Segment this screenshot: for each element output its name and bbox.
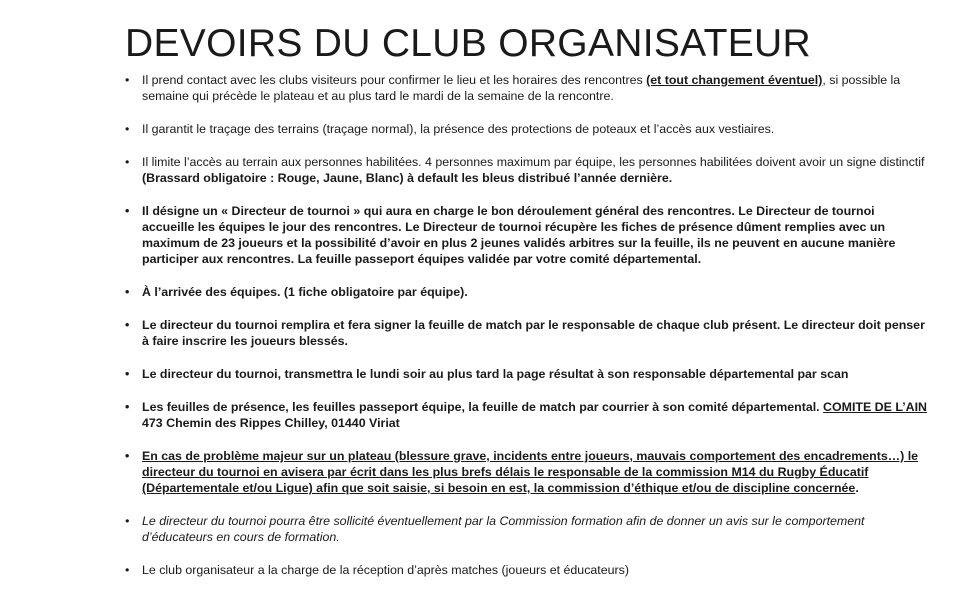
bullet-text: À l’arrivée des équipes. (1 fiche obligatoire par équipe). bbox=[142, 285, 468, 299]
bullet-arrivee-equipes bbox=[125, 284, 930, 300]
bullet-underlined-text: COMITE DE L’AIN bbox=[823, 400, 927, 414]
bullet-address: 473 Chemin des Rippes Chilley, 01440 Viriat bbox=[142, 416, 400, 430]
bullet-feuille-match bbox=[125, 317, 930, 349]
bullet-directeur-tournoi bbox=[125, 203, 930, 267]
bullet-tracage bbox=[125, 121, 930, 137]
bullet-text-end: , si possible la semaine qui précède le plateau et au plus tard le mardi de la semaine de la rencontre. bbox=[142, 73, 901, 103]
bullet-text: Le directeur du tournoi, transmettra le lundi soir au plus tard la page résultat à son responsable départemental par scan bbox=[142, 367, 849, 381]
bullet-underlined-text: En cas de problème majeur sur un plateau (blessure grave, incidents entre joueurs, mauvais comportement des encadrements…) le directeur du tournoi en avisera par écrit dans les plus brefs délais le responsable de la commission M14 du Rugby Éducatif (Départementale et/ou Ligue) afin que soit saisie, si besoin en est, la commission d’éthique et/ou de discipline concernée bbox=[142, 449, 919, 495]
bullet-resultat-scan bbox=[125, 366, 930, 382]
bullet-text: Il désigne un « Directeur de tournoi » qui aura en charge le bon déroulement général des rencontres. Le Directeur de tournoi accueille les équipes le jour des rencontres. Le Directeur de tournoi récupère les fiches de présence dûment remplies avec un maximum de 23 joueurs et la possibilité d’avoir en plus 2 jeunes validés arbitres sur la feuille, ils ne peuvent en aucune manière participer aux rencontres. La feuille passeport équipes validée par votre comité départemental. bbox=[142, 204, 896, 266]
bullet-text: Le directeur du tournoi remplira et fera signer la feuille de match par le responsable de chaque club présent. Le directeur doit penser à faire inscrire les joueurs blessés. bbox=[142, 318, 925, 348]
bullet-contact-clubs bbox=[125, 72, 930, 104]
bullet-text: Il limite l’accès au terrain aux personnes habilitées. 4 personnes maximum par équipe, les personnes habilitées doivent avoir un signe distinctif bbox=[142, 155, 925, 169]
bullet-text: Le club organisateur a la charge de la réception d’après matches (joueurs et éducateurs) bbox=[142, 563, 629, 577]
bullet-underlined-text: (et tout changement éventuel) bbox=[646, 73, 823, 87]
bullet-acces-terrain bbox=[125, 154, 930, 186]
bullet-reception bbox=[125, 562, 930, 578]
bullet-text: Le directeur du tournoi pourra être sollicité éventuellement par la Commission formation afin de donner un avis sur le comportement d’éducateurs en cours de formation. bbox=[142, 514, 865, 544]
bullet-list bbox=[125, 72, 930, 595]
bullet-courrier-comite bbox=[125, 399, 930, 431]
bullet-bold-text: (Brassard obligatoire : Rouge, Jaune, Blanc) à default les bleus distribué l’année dernière. bbox=[142, 171, 673, 185]
page-title: DEVOIRS DU CLUB ORGANISATEUR bbox=[125, 22, 811, 65]
bullet-text: Les feuilles de présence, les feuilles passeport équipe, la feuille de match par courrier à son comité départemental. bbox=[142, 400, 824, 414]
bullet-text-end: . bbox=[855, 481, 859, 495]
bullet-probleme-majeur bbox=[125, 448, 930, 496]
bullet-text: Il prend contact avec les clubs visiteurs pour confirmer le lieu et les horaires des rencontres bbox=[142, 73, 647, 87]
bullet-text: Il garantit le traçage des terrains (traçage normal), la présence des protections de poteaux et l’accès aux vestiaires. bbox=[142, 122, 775, 136]
bullet-commission-formation bbox=[125, 513, 930, 545]
